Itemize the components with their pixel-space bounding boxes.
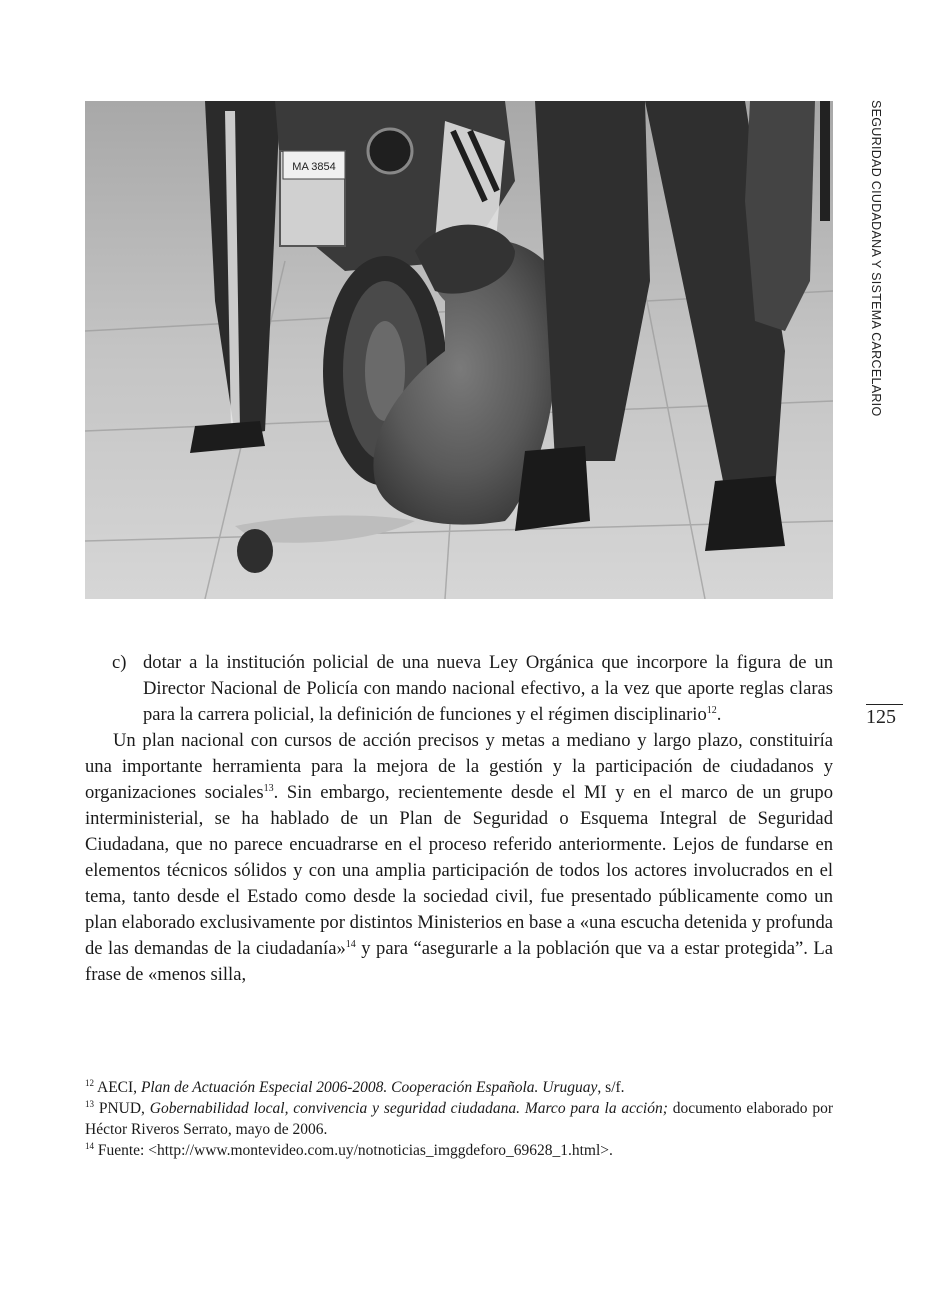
footnote-12 [85,1077,833,1098]
body-text [85,650,833,988]
folio-rule [866,704,903,705]
footnotes [85,1077,833,1161]
footnote-13 [85,1098,833,1140]
paragraph-part-1: Un plan nacional con cursos de acción precisos y metas a mediano y largo plazo, constituiría una importante herramienta para la mejora de la gestión y la participación de ciudadanos y organizaciones sociales [85,730,833,803]
footnote-ref-12: 12 [706,705,717,716]
paragraph-part-3: y para “asegurarle a la población que va a estar protegida”. La frase de «menos silla, [85,938,834,985]
footnote-lead: Fuente: [94,1142,149,1159]
footnote-lead: PNUD, [94,1100,150,1117]
footnote-number: 12 [85,1078,94,1088]
list-item-end: . [716,704,722,725]
page-number: 125 [866,706,896,728]
footnote-lead: AECI, [94,1079,141,1096]
footnote-tail: documento elaborado por Héctor Riveros Serrato, mayo de 2006. [85,1100,834,1138]
footnote-title: Plan de Actuación Especial 2006-2008. Cooperación Española. Uruguay [140,1079,598,1096]
footnote-ref-13: 13 [263,783,274,794]
running-head: SEGURIDAD CIUDADANA Y SISTEMA CARCELARIO [869,100,883,417]
list-item-text: dotar a la institución policial de una nueva Ley Orgánica que incorpore la figura de un Director Nacional de Policía con mando nacional efectivo, a la vez que aporte reglas claras para la carrera policial, la definición de funciones y el régimen disciplinario [143,652,833,725]
list-item-c [85,650,833,728]
footnote-link: <http://www.montevideo.com.uy/notnoticias_imggdeforo_69628_1.html>. [148,1142,613,1159]
body-paragraph [85,728,833,988]
list-marker: c) [112,652,127,673]
police-dog-photo [85,101,833,599]
footnote-14 [85,1140,833,1161]
footnote-title: Gobernabilidad local, convivencia y seguridad ciudadana. Marco para la acción; [149,1100,668,1117]
footnote-number: 13 [85,1099,94,1109]
plate-text: MA 3854 [292,161,336,173]
paragraph-part-2: . Sin embargo, recientemente desde el MI y en el marco de un grupo interministerial, se ha hablado de un Plan de Seguridad o Esquema Integral de Seguridad Ciudadana, que no parece encuadrarse en el proceso referido anteriormente. Lejos de fundarse en elementos técnicos sólidos y con una amplia participación de todos los actores involucrados en el tema, tanto desde el Estado como desde la sociedad civil, fue presentado públicamente como un plan elaborado exclusivamente por distintos Ministerios en base a «una escucha detenida y profunda de las demandas de la ciudadanía» [85,782,834,959]
footnote-ref-14: 14 [345,939,356,950]
footnote-number: 14 [85,1141,94,1151]
footnote-tail: , s/f. [597,1079,625,1096]
